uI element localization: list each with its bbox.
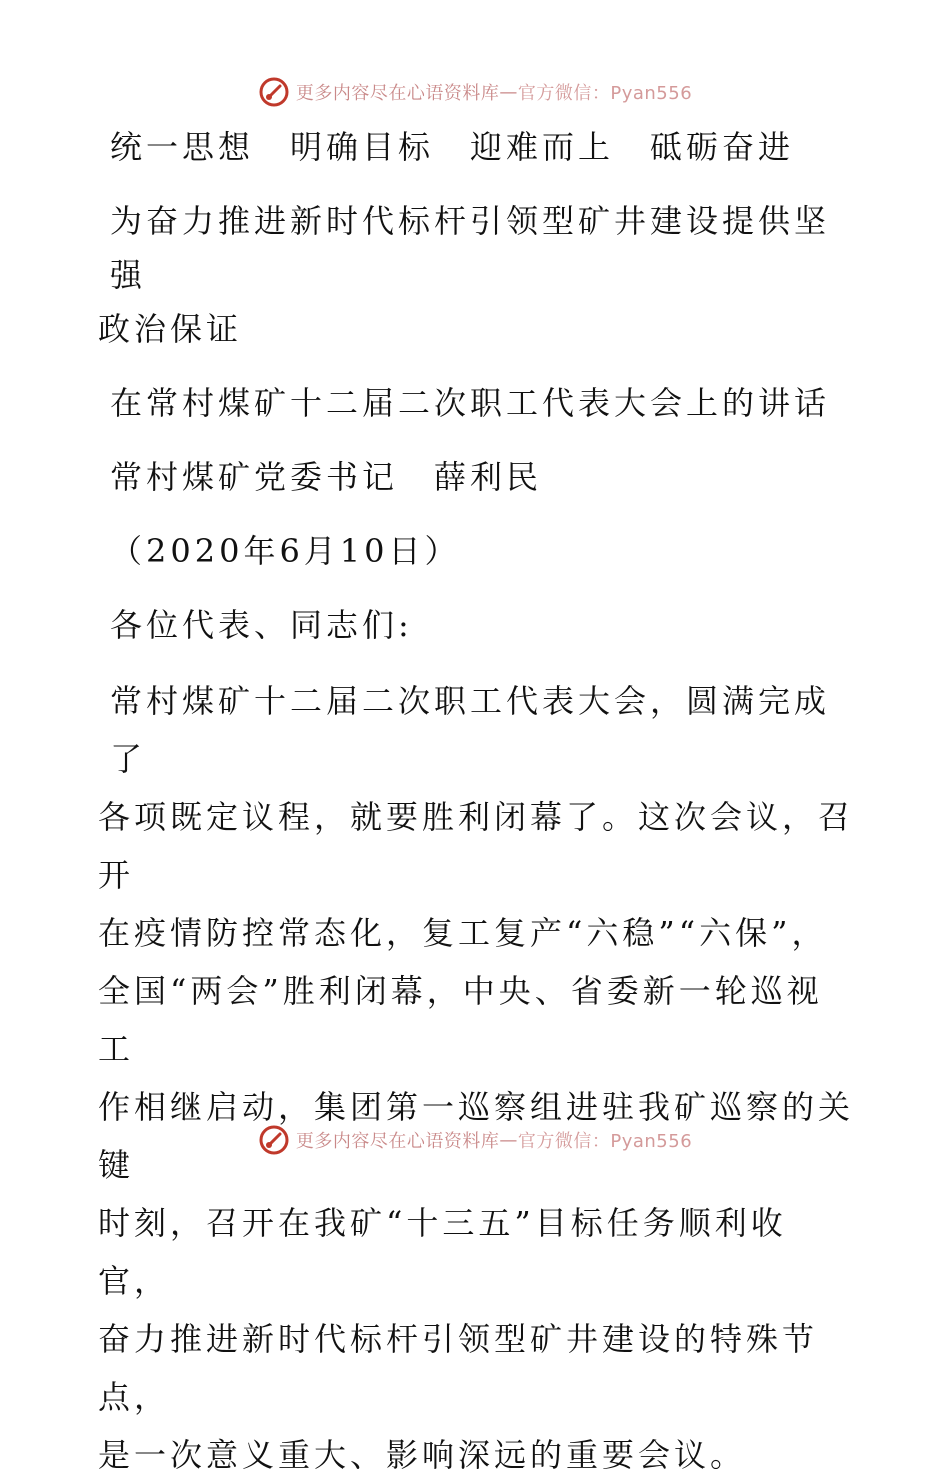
- paragraph-line: 是一次意义重大、影响深远的重要会议。: [98, 1436, 747, 1474]
- watermark-contact: 官方微信：Pyan556: [517, 1131, 693, 1152]
- brand-logo-icon: [258, 76, 290, 108]
- paragraph-line: 在疫情防控常态化，复工复产“六稳”“六保”，: [98, 914, 828, 952]
- watermark-dash: —: [499, 1129, 518, 1151]
- watermark-dash: —: [499, 81, 518, 103]
- watermark-footer: [0, 1120, 950, 1160]
- watermark-brand: 更多内容尽在心语资料库: [295, 1131, 500, 1152]
- paragraph-line: 时刻，召开在我矿“十三五”目标任务顺利收官，: [98, 1204, 787, 1300]
- subtitle: 在常村煤矿十二届二次职工代表大会上的讲话: [110, 384, 831, 422]
- brand-logo-icon: [258, 1124, 290, 1156]
- watermark-contact: 官方微信：Pyan556: [517, 83, 693, 104]
- watermark-header: [0, 72, 950, 112]
- speaker: 常村煤矿党委书记 薛利民: [110, 458, 543, 496]
- document-body: [98, 120, 858, 1484]
- watermark-brand: 更多内容尽在心语资料库: [295, 83, 500, 104]
- title-line-2: 政治保证: [98, 310, 243, 348]
- paragraph-line: 常村煤矿十二届二次职工代表大会，圆满完成了: [110, 682, 831, 778]
- paragraph-line: 奋力推进新时代标杆引领型矿井建设的特殊节点，: [98, 1320, 819, 1416]
- paragraph-line: 各项既定议程，就要胜利闭幕了。这次会议，召开: [98, 798, 855, 894]
- slogan: 统一思想 明确目标 迎难而上 砥砺奋进: [110, 128, 795, 166]
- title-line-1: 为奋力推进新时代标杆引领型矿井建设提供坚强: [110, 202, 831, 294]
- salutation: 各位代表、同志们:: [110, 606, 413, 644]
- paragraph-line: 全国“两会”胜利闭幕，中央、省委新一轮巡视工: [98, 972, 823, 1068]
- paragraph-line: 作相继启动，集团第一巡察组进驻我矿巡察的关键: [98, 1088, 855, 1184]
- date: （2020年6月10日）: [110, 532, 461, 570]
- paragraph: [98, 672, 858, 1484]
